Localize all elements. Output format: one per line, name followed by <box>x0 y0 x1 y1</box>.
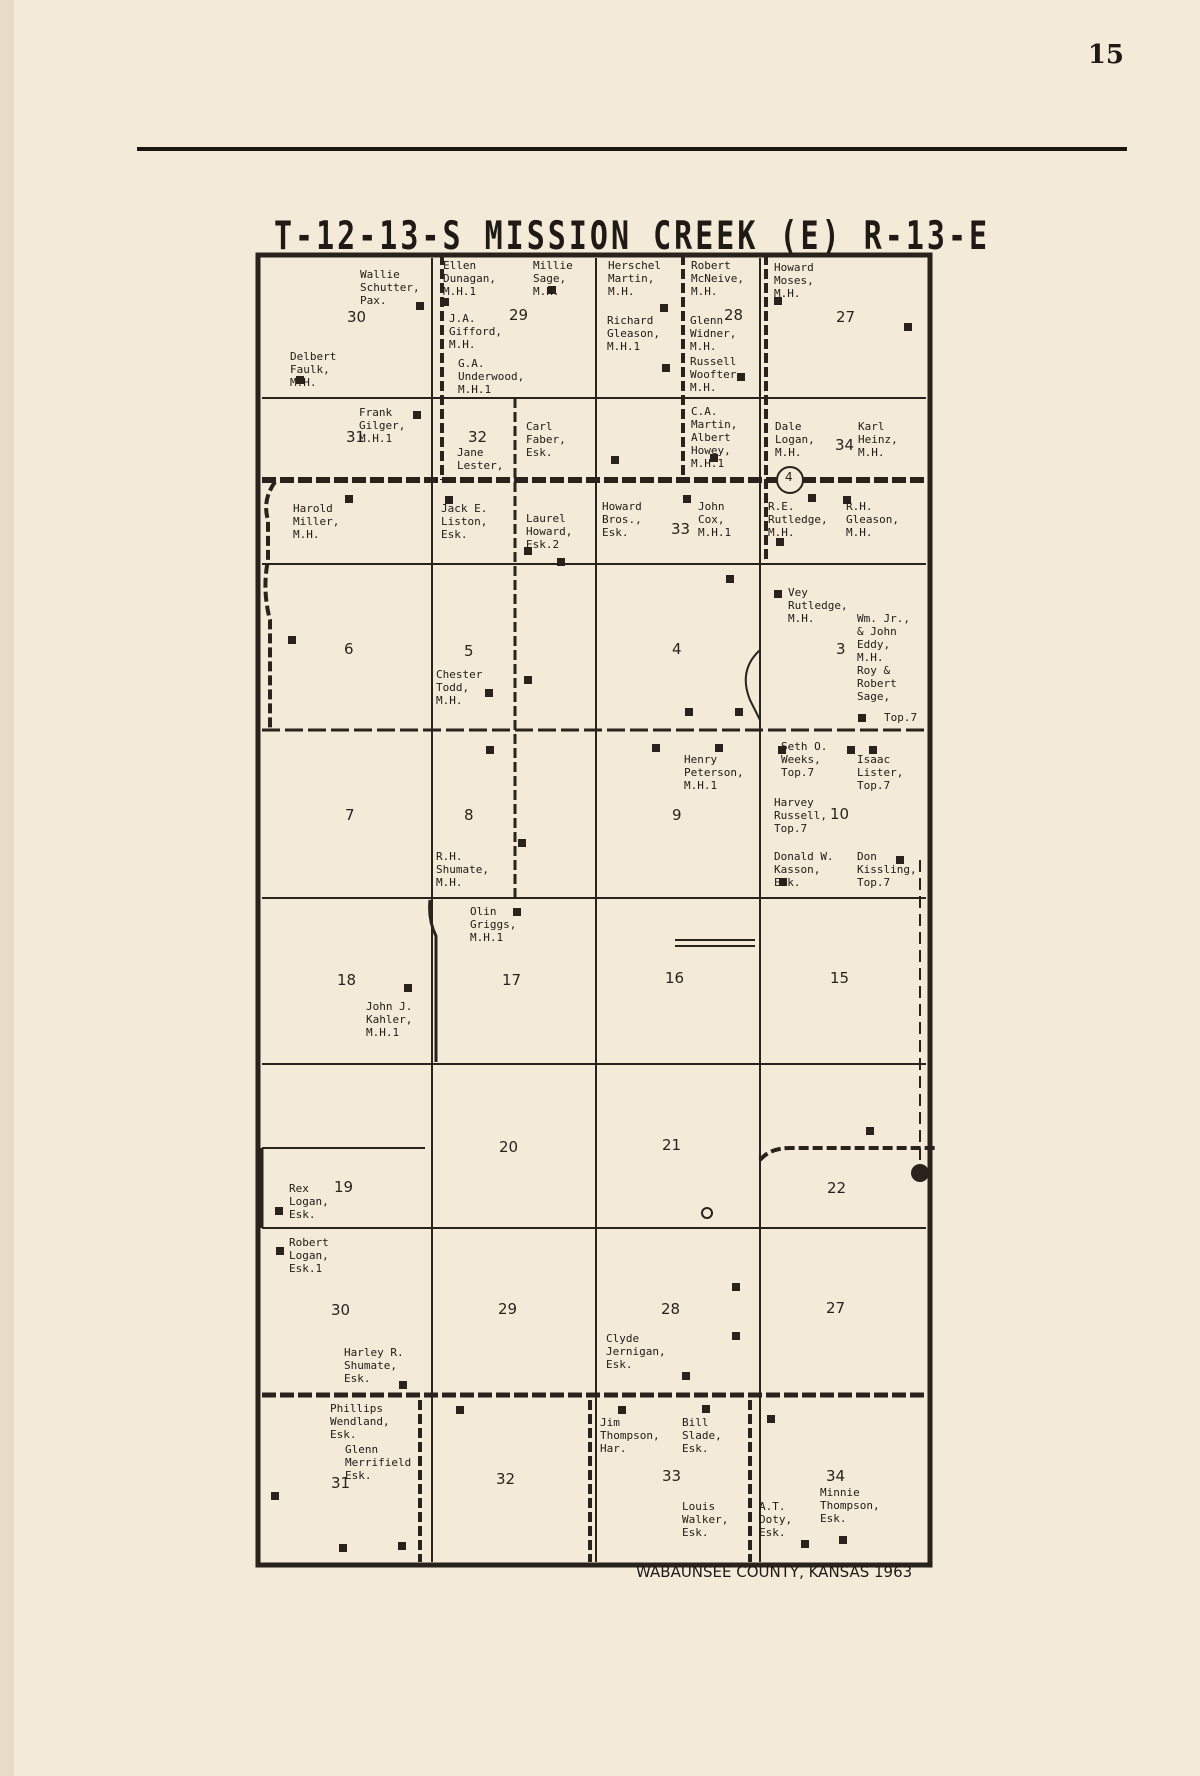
owner-label: Frank Gilger, M.H.1 <box>359 406 406 445</box>
house-marker <box>774 590 782 598</box>
section-number: 31 <box>346 428 366 446</box>
section-number: 5 <box>464 642 474 660</box>
owner-label: Howard Bros., Esk. <box>602 500 642 539</box>
house-marker <box>682 1372 690 1380</box>
owner-label: Jim Thompson, Har. <box>600 1416 660 1455</box>
section-number: 28 <box>724 306 744 324</box>
house-marker <box>518 839 526 847</box>
house-marker <box>524 676 532 684</box>
owner-label: R.E. Rutledge, M.H. <box>768 500 828 539</box>
owner-label: R.H. Shumate, M.H. <box>436 850 489 889</box>
highway-marker-label: 4 <box>785 470 793 484</box>
section-number: 29 <box>509 306 529 324</box>
owner-label: Jack E. Liston, Esk. <box>441 502 488 541</box>
house-marker <box>735 708 743 716</box>
house-marker <box>801 1540 809 1548</box>
section-number: 27 <box>826 1299 846 1317</box>
section-number: 3 <box>836 640 846 658</box>
section-number: 33 <box>671 520 691 538</box>
owner-label: Phillips Wendland, Esk. <box>330 1402 390 1441</box>
house-marker <box>345 495 353 503</box>
owner-label: Harley R. Shumate, Esk. <box>344 1346 404 1385</box>
section-number: 31 <box>331 1474 351 1492</box>
owner-label: Bill Slade, Esk. <box>682 1416 722 1455</box>
section-number: 6 <box>344 640 354 658</box>
road-curve <box>760 1148 938 1160</box>
section-number: 21 <box>662 1136 682 1154</box>
house-marker <box>557 558 565 566</box>
house-marker <box>275 1207 283 1215</box>
house-marker <box>611 456 619 464</box>
house-marker <box>715 744 723 752</box>
section-number: 15 <box>830 969 850 987</box>
section-number: 19 <box>334 1178 354 1196</box>
owner-label: Wm. Jr., & John Eddy, M.H. <box>857 612 910 664</box>
owner-label: Chester Todd, M.H. <box>436 668 483 707</box>
house-marker <box>485 689 493 697</box>
owner-label: Herschel Martin, M.H. <box>608 259 661 298</box>
house-marker <box>702 1405 710 1413</box>
section-number: 32 <box>496 1470 516 1488</box>
section-number: 34 <box>826 1467 846 1485</box>
house-marker <box>413 411 421 419</box>
house-marker <box>652 744 660 752</box>
section-number: 28 <box>661 1300 681 1318</box>
road-curve <box>265 482 275 730</box>
section-number: 27 <box>836 308 856 326</box>
house-marker <box>839 1536 847 1544</box>
owner-label: Jane Lester, <box>457 446 504 472</box>
owner-label: Harvey Russell, Top.7 <box>774 796 827 835</box>
house-marker <box>456 1406 464 1414</box>
house-marker <box>732 1332 740 1340</box>
owner-label: Wallie Schutter, Pax. <box>360 268 420 307</box>
house-marker <box>732 1283 740 1291</box>
house-marker <box>339 1544 347 1552</box>
section-number: 16 <box>665 969 685 987</box>
owner-label: Carl Faber, Esk. <box>526 420 566 459</box>
owner-label: Minnie Thompson, Esk. <box>820 1486 880 1525</box>
owner-label: C.A. Martin, Albert Howey, M.H.1 <box>691 405 738 470</box>
owner-label: J.A. Gifford, M.H. <box>449 312 502 351</box>
house-marker <box>660 304 668 312</box>
owner-label: Top.7 <box>884 711 918 724</box>
section-number: 17 <box>502 971 522 989</box>
owner-label: Glenn Merrifield Esk. <box>345 1443 412 1482</box>
house-marker <box>866 1127 874 1135</box>
section-number: 30 <box>347 308 367 326</box>
owner-label: Don Kissling, Top.7 <box>857 850 917 889</box>
owner-label: Robert Logan, Esk.1 <box>289 1236 329 1275</box>
map-title: T-12-13-S MISSION CREEK (E) R-13-E <box>274 214 991 260</box>
house-marker <box>271 1492 279 1500</box>
house-marker <box>858 714 866 722</box>
house-marker <box>776 538 784 546</box>
owner-label: Rex Logan, Esk. <box>289 1182 329 1221</box>
house-marker <box>398 1542 406 1550</box>
owner-label: Glenn Widner, M.H. <box>690 314 737 353</box>
owner-label: Roy & Robert Sage, <box>857 664 897 703</box>
house-marker <box>618 1406 626 1414</box>
section-number: 30 <box>331 1301 351 1319</box>
map-caption: WABAUNSEE COUNTY, KANSAS 1963 <box>636 1563 913 1581</box>
house-marker <box>847 746 855 754</box>
house-marker <box>685 708 693 716</box>
section-number: 20 <box>499 1138 519 1156</box>
section-number: 9 <box>672 806 682 824</box>
house-marker <box>441 298 449 306</box>
section-number: 7 <box>345 806 355 824</box>
section-number: 22 <box>827 1179 847 1197</box>
owner-label: G.A. Underwood, M.H.1 <box>458 357 525 396</box>
section-number: 32 <box>468 428 488 446</box>
owner-label: Harold Miller, M.H. <box>293 502 340 541</box>
house-marker <box>276 1247 284 1255</box>
page-number: 15 <box>1087 40 1124 70</box>
owner-label: Vey Rutledge, M.H. <box>788 586 848 625</box>
section-number: 10 <box>830 805 850 823</box>
owner-label: Millie Sage, M.H. <box>533 259 573 298</box>
house-marker <box>404 984 412 992</box>
section-number: 4 <box>672 640 682 658</box>
owner-label: A.T. Doty, Esk. <box>759 1500 793 1539</box>
owner-label: John J. Kahler, M.H.1 <box>366 1000 413 1039</box>
owner-label: Karl Heinz, M.H. <box>858 420 898 459</box>
house-marker <box>726 575 734 583</box>
owner-label: John Cox, M.H.1 <box>698 500 732 539</box>
section-number: 18 <box>337 971 357 989</box>
landmark-dot <box>702 1208 712 1218</box>
owner-label: Delbert Faulk, M.H. <box>290 350 337 389</box>
house-marker <box>767 1415 775 1423</box>
owner-label: Henry Peterson, M.H.1 <box>684 753 744 792</box>
owner-label: Isaac Lister, Top.7 <box>857 753 904 792</box>
owner-label: Howard Moses, M.H. <box>774 261 814 300</box>
owner-label: Olin Griggs, M.H.1 <box>470 905 517 944</box>
house-marker <box>904 323 912 331</box>
owner-label: Robert McNeive, M.H. <box>691 259 744 298</box>
owner-label: Louis Walker, Esk. <box>682 1500 729 1539</box>
house-marker <box>683 495 691 503</box>
house-marker <box>737 373 745 381</box>
creek <box>746 650 760 720</box>
owner-label: R.H. Gleason, M.H. <box>846 500 899 539</box>
owner-label: Clyde Jernigan, Esk. <box>606 1332 666 1371</box>
owner-label: Russell Woofter M.H. <box>690 355 737 394</box>
section-number: 8 <box>464 806 474 824</box>
section-number: 33 <box>662 1467 682 1485</box>
landmark-dot <box>911 1164 929 1182</box>
owner-label: Richard Gleason, M.H.1 <box>607 314 660 353</box>
section-number: 29 <box>498 1300 518 1318</box>
owner-label: Seth O. Weeks, Top.7 <box>781 740 828 779</box>
owner-label: Donald W. Kasson, Esk. <box>774 850 834 889</box>
owner-label: Ellen Dunagan, M.H.1 <box>443 259 496 298</box>
house-marker <box>662 364 670 372</box>
owner-label: Laurel Howard, Esk.2 <box>526 512 573 551</box>
house-marker <box>486 746 494 754</box>
house-marker <box>288 636 296 644</box>
section-number: 34 <box>835 436 855 454</box>
owner-label: Dale Logan, M.H. <box>775 420 815 459</box>
